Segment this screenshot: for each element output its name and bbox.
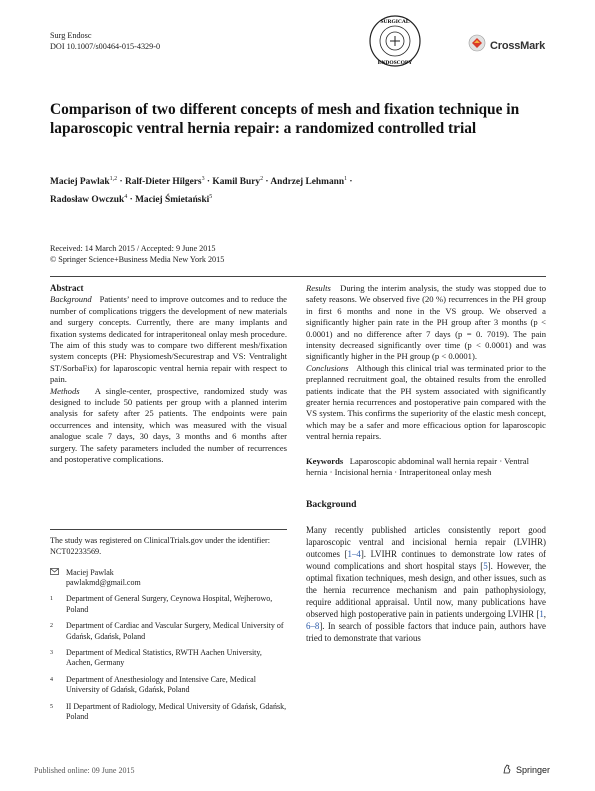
keywords-label: Keywords [306, 455, 344, 466]
text-run: Many recently published articles consistently report good laparoscopic ventral and incisional hernia repair (LVIHR) outcomes [ [306, 524, 546, 559]
author-affiliation: 2 [260, 176, 264, 182]
affiliation-text: II Department of Radiology, Medical University of Gdańsk, Gdańsk, Poland [66, 701, 287, 722]
svg-text:SURGICAL: SURGICAL [380, 19, 410, 25]
affiliation [50, 702, 287, 723]
citation-link[interactable]: 1 [539, 608, 544, 619]
author-affiliation: 5 [209, 194, 213, 201]
affiliation [50, 648, 287, 669]
citation-link[interactable]: 1–4 [347, 548, 361, 559]
crossmark-icon [468, 34, 486, 57]
author-name[interactable]: Radosław Owczuk [50, 195, 125, 206]
abstract-right [306, 283, 546, 644]
publisher-name: Springer [516, 765, 551, 775]
affiliation-text: Department of General Surgery, Ceynowa Hospital, Wejherowo, Poland [66, 594, 273, 614]
keywords [306, 456, 546, 479]
methods-label: Methods [50, 385, 80, 396]
crossmark-badge[interactable] [468, 34, 545, 57]
text-run: ]. In search of possible factors that induce pain, authors have tried to demonstrate that various [306, 620, 546, 643]
keywords-text: Laparoscopic abdominal wall hernia repair · Ventral hernia · Incisional hernia · Intraperitoneal onlay mesh [306, 455, 529, 478]
correspondence [50, 568, 287, 589]
footnotes [50, 536, 287, 722]
abstract-heading: Abstract [50, 283, 84, 293]
background-text: Patients’ need to improve outcomes and to reduce the number of complications triggers the development of new materials and surgery concepts. Currently, there are many implants and fixation systems dedicated for intraperitoneal onlay mesh procedure. The aim of this study was to compare two different mesh/fixation system concepts (PH: Physiomesh/Securestrap and VS: Ventralight ST/SorbaFix) for laparoscopic ventral hernia repair with respect to pain. [50, 294, 287, 385]
abstract-left [50, 283, 287, 466]
svg-text:ENDOSCOPY: ENDOSCOPY [377, 60, 413, 66]
author-affiliation: 4 [124, 194, 128, 201]
published-online: Published online: 09 June 2015 [34, 766, 135, 775]
author-name[interactable]: Ralf-Dieter Hilgers [124, 177, 202, 188]
background-label: Background [50, 294, 92, 305]
affiliation-number: 3 [50, 650, 53, 657]
header-divider [50, 276, 546, 277]
author-affiliation: 3 [201, 176, 205, 182]
registration-note: The study was registered on ClinicalTrials.gov under the identifier: NCT02233569. [50, 536, 271, 556]
springer-logo [502, 764, 550, 776]
correspondence-email[interactable]: pawlakmd@gmail.com [66, 578, 141, 587]
author-name[interactable]: Kamil Bury [212, 177, 261, 188]
affiliation [50, 594, 287, 615]
text-run: , [543, 608, 546, 619]
text-run: ]. LVIHR continues to demonstrate low rates of wound complications and short hospital stays [ [306, 548, 546, 571]
copyright: © Springer Science+Business Media New York 2015 [50, 255, 225, 264]
author-name[interactable]: Maciej Pawlak [50, 177, 110, 188]
article-title: Comparison of two different concepts of mesh and fixation technique in laparoscopic ventral hernia repair: a randomized controlled trial [50, 101, 520, 137]
affiliation-text: Department of Anesthesiology and Intensive Care, Medical University of Gdańsk, Gdańsk, Poland [66, 674, 256, 695]
journal-name: Surg Endosc [50, 31, 92, 40]
affiliation-number: 4 [50, 676, 53, 683]
background-paragraph [306, 524, 546, 644]
author-name[interactable]: Andrzej Lehmann [270, 177, 345, 188]
abstract-results [306, 283, 546, 363]
envelope-icon [50, 568, 60, 589]
affiliation-number: 2 [50, 623, 53, 630]
article-dates [50, 243, 224, 265]
conclusions-label: Conclusions [306, 362, 349, 373]
results-label: Results [306, 283, 331, 293]
citation-link[interactable]: 5 [483, 560, 488, 571]
footnote-divider [50, 529, 287, 530]
abstract-methods [50, 386, 287, 466]
affiliation [50, 621, 287, 642]
results-text: During the interim analysis, the study was stopped due to safety reasons. We observed five (20 %) recurrences in the PH group in first 6 months and none in the VS group. We observed a significantly higher pain rate in the PH group after 3 months (p < 0.0001) and no difference after 7 days (p = 0. 7019). The pain intensity decreased significantly over time (p < 0.0001) and was significantly higher in the PH group (p < 0.0001). [306, 283, 546, 362]
section-heading-background: Background [306, 498, 357, 510]
springer-horse-icon [502, 764, 512, 776]
correspondence-name: Maciej Pawlak [66, 567, 114, 577]
affiliation-number: 1 [50, 596, 53, 603]
conclusions-text: Although this clinical trial was terminated prior to the preplanned recruitment goal, the obtained results from the enrolled patients indicate that the PH system associated with significantly greater hernia recurrences and postoperative pain compared with the VS system. This confirms the superiority of the elastic mesh concept, which may be a safer and more efficacious option for laparoscopic ventral hernia repairs. [306, 362, 546, 442]
author-list: Maciej Pawlak$^{1,2}$ · Ralf-Dieter Hilgers$^3$ · Kamil Bury$^2$ · Andrzej Lehmann$^1$ · Radosław Owczuk$^4$ · Maciej Śmietański$^5$ [50, 176, 353, 206]
text-run: ]. However, the optimal fixation techniques, mesh design, and other issues, such as the hernia recurrence mechanism and pain pathophysiology, require additional appraisal. Until now, many publications have observed high postoperative pain in patients undergoing LVIHR [ [306, 560, 546, 619]
abstract-background [50, 294, 287, 385]
journal-header [50, 30, 160, 52]
abstract-conclusions [306, 363, 546, 443]
journal-seal-logo [368, 14, 422, 68]
author-name[interactable]: Maciej Śmietański [135, 195, 210, 206]
affiliation-text: Department of Medical Statistics, RWTH Aachen University, Aachen, Germany [66, 648, 262, 668]
received-accepted: Received: 14 March 2015 / Accepted: 9 June 2015 [50, 244, 216, 253]
affiliation-text: Department of Cardiac and Vascular Surgery, Medical University of Gdańsk, Gdańsk, Poland [66, 621, 284, 641]
affiliation [50, 675, 287, 696]
citation-link[interactable]: 6–8 [306, 620, 320, 631]
author-affiliation: 1 [344, 176, 348, 182]
affiliation-number: 5 [50, 703, 53, 710]
crossmark-label: CrossMark [490, 39, 546, 52]
author-affiliation: 1,2 [109, 176, 118, 182]
doi[interactable]: DOI 10.1007/s00464-015-4329-0 [50, 42, 161, 51]
methods-text: A single-center, prospective, randomized study was designed to include 50 patients per group with a planned interim analysis for safety after 25 patients. The endpoints were pain occurrences and intensity, which was measured with the visual analogue scale 7 days, 30 days, 3 months and 6 months after surgery. The safety parameters included the number of recurrences and postoperative complications. [50, 385, 287, 465]
